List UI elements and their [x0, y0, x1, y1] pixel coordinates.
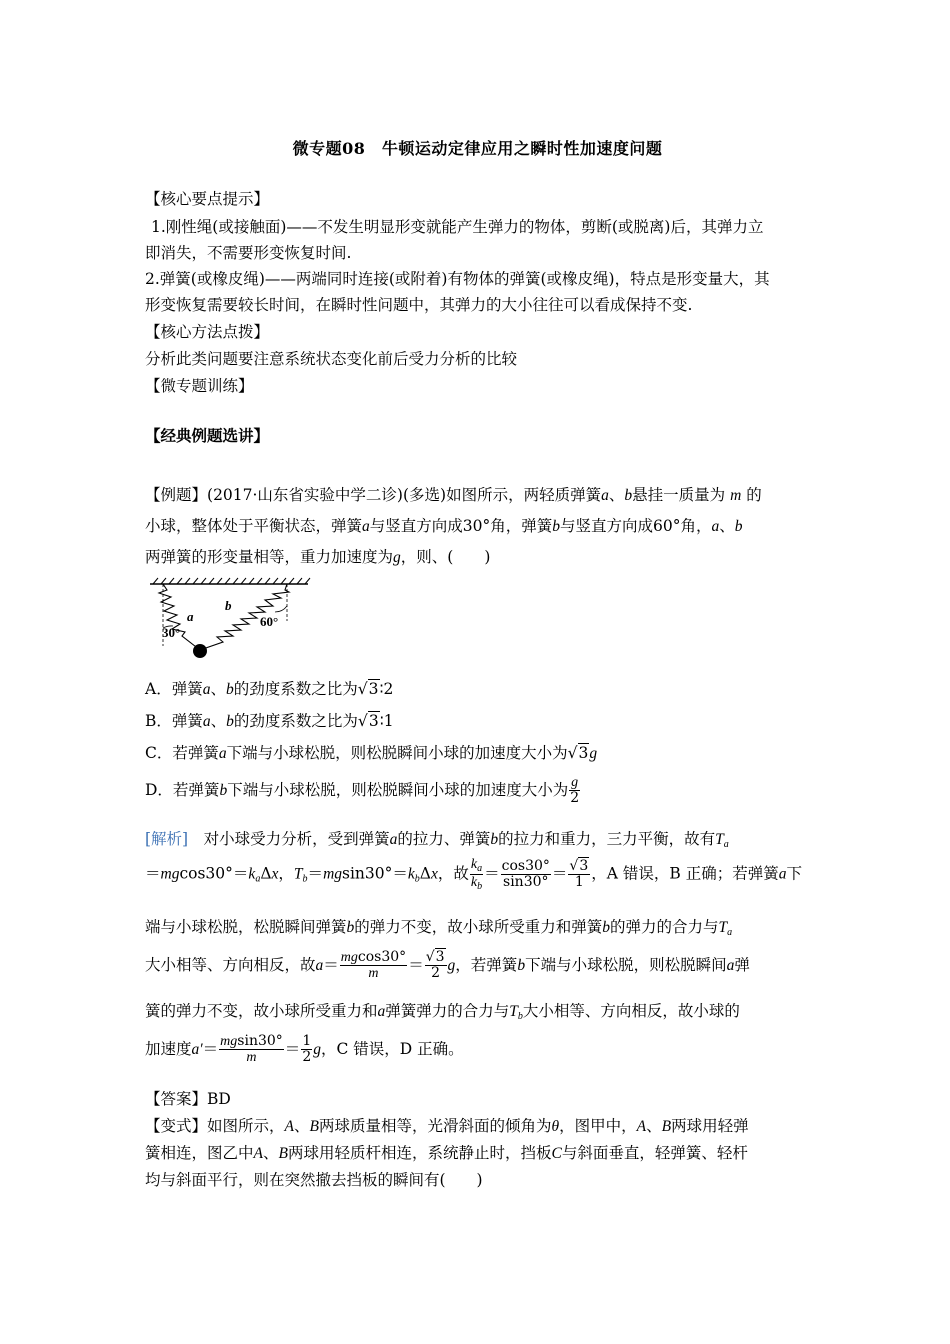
- option-c[interactable]: [145, 741, 597, 763]
- sub-b: b: [477, 881, 483, 892]
- var-a: a: [389, 831, 398, 848]
- ratio: ∶1: [379, 712, 394, 730]
- answer-line: [145, 1087, 231, 1109]
- analysis-text: 下端与小球松脱，则松脱瞬间: [525, 955, 727, 974]
- var-b: b: [226, 713, 234, 730]
- sep: 、: [608, 486, 625, 504]
- var-b: b: [734, 518, 743, 535]
- eq: ＝: [408, 955, 424, 974]
- eq: ＝: [284, 1039, 301, 1058]
- variant-text: 簧相连，图乙中: [145, 1144, 254, 1162]
- sub-b: b: [302, 873, 308, 885]
- fraction-cos-sin: [501, 859, 551, 891]
- numerator: √3: [569, 857, 589, 874]
- variant-text: 两球用轻弹: [671, 1117, 749, 1135]
- var-b: b: [225, 681, 234, 698]
- var-B: B: [278, 1145, 288, 1162]
- example-text: (2017·山东省实验中学二诊)(多选)如图所示，两轻质弹簧: [207, 486, 602, 504]
- variant-text: 两球质量相等，光滑斜面的倾角为: [318, 1117, 552, 1135]
- sub-a: a: [477, 863, 483, 874]
- fraction-k: [470, 857, 483, 892]
- numerator: cos30°: [501, 857, 550, 874]
- sqrt-val: 3: [368, 712, 379, 730]
- fraction-1-2: [301, 1034, 312, 1066]
- var-a: a: [377, 1003, 386, 1020]
- denominator: m: [368, 966, 379, 982]
- example-text: 两弹簧的形变量相等，重力加速度为: [145, 548, 394, 566]
- var-C: C: [551, 1145, 562, 1162]
- analysis-line2: [145, 857, 802, 892]
- analysis-text: 大小相等、方向相反，故: [145, 955, 316, 974]
- variant-line3: 均与斜面平行，则在突然撤去挡板的瞬间有( ): [145, 1171, 483, 1189]
- analysis-text: cos30°＝: [179, 864, 249, 883]
- analysis-text: 的拉力和重力，三力平衡，故有: [498, 830, 716, 848]
- var-theta: θ: [551, 1118, 560, 1135]
- analysis-line3: [145, 915, 732, 938]
- var-g: g: [393, 549, 401, 566]
- delta: Δ: [260, 864, 272, 883]
- var-b: b: [602, 919, 611, 936]
- comma: ，: [278, 864, 294, 883]
- numerator: √3: [425, 949, 445, 965]
- point1-line2: 即消失，不需要形变恢复时间.: [145, 244, 352, 262]
- option-b-label: B．弹簧: [145, 712, 203, 730]
- var-b: b: [517, 956, 526, 974]
- fraction-mg-cos: [340, 950, 407, 982]
- example-text: 悬挂一质量为: [632, 486, 726, 504]
- var-a: a: [601, 487, 609, 504]
- var-a: a: [315, 956, 324, 974]
- option-c-label: C．若弹簧: [145, 744, 219, 762]
- var-t: T: [293, 865, 303, 883]
- denominator: [470, 875, 483, 892]
- angle-60: 60°: [260, 614, 279, 629]
- sep: 、: [719, 517, 735, 535]
- sqrt: √3: [357, 712, 379, 730]
- sub-b: b: [517, 1011, 523, 1022]
- spring-diagram: [145, 576, 315, 666]
- sep: 、: [294, 1117, 310, 1135]
- point1-line1: 1.刚性绳(或接触面)——不发生明显形变就能产生弹力的物体，剪断(或脱离)后，其弹力立: [151, 218, 764, 236]
- var-x: x: [271, 865, 279, 883]
- example-text: 与竖直方向成60°角，: [560, 517, 712, 535]
- variant-text: ，图甲中，: [559, 1117, 637, 1135]
- analysis-text: 簧的弹力不变，故小球所受重力和: [145, 1002, 378, 1020]
- numerator: 1: [302, 1033, 312, 1049]
- method-text: 分析此类问题要注意系统状态变化前后受力分析的比较: [145, 350, 518, 368]
- var-g: g: [313, 1040, 321, 1058]
- var-k: k: [407, 865, 415, 883]
- analysis-text: 大小相等、方向相反，故小球的: [522, 1002, 740, 1020]
- variant-label: 【变式】: [145, 1117, 208, 1135]
- training-header: 【微专题训练】: [145, 377, 254, 395]
- numerator: [470, 857, 483, 875]
- example-line1: [145, 483, 762, 505]
- var-a: a: [711, 518, 720, 535]
- variant-line1: [145, 1114, 749, 1136]
- denominator: 2: [431, 965, 441, 982]
- var-g: g: [447, 956, 456, 974]
- option-d-text: 下端与小球松脱，则松脱瞬间小球的加速度大小为: [227, 780, 569, 799]
- var-mg: mg: [220, 1034, 238, 1049]
- label-a: a: [187, 609, 194, 624]
- analysis-text: 下: [786, 864, 802, 883]
- denominator: m: [246, 1050, 257, 1066]
- analysis-text: 的拉力、弹簧: [397, 830, 491, 848]
- analysis-text: ，A 错误，B 正确；若弹簧: [591, 864, 779, 883]
- example-label: 【例题】: [145, 486, 208, 504]
- fraction-sqrt3-2: [425, 950, 447, 982]
- sub-a: a: [255, 873, 261, 885]
- var-a: a: [726, 956, 735, 974]
- option-a-text: 的劲度系数之比为: [233, 680, 358, 698]
- var-A: A: [636, 1118, 647, 1135]
- point2-line1: 2.弹簧(或橡皮绳)——两端同时连接(或附着)有物体的弹簧(或橡皮绳)，特点是形变量大，其: [145, 270, 770, 288]
- eq: ＝: [145, 864, 161, 883]
- numerator: g: [571, 775, 579, 790]
- example-text: 与竖直方向成30°角，弹簧: [369, 517, 553, 535]
- sub-a: a: [727, 927, 733, 938]
- label-b: b: [225, 598, 232, 613]
- var-B: B: [661, 1118, 672, 1135]
- sqrt-val: 3: [368, 680, 379, 698]
- analysis-text: 的弹力的合力与: [610, 918, 719, 936]
- sqrt-val: 3: [435, 949, 445, 965]
- sqrt-val: 3: [578, 744, 589, 762]
- option-a[interactable]: [145, 677, 393, 699]
- analysis-text: 加速度: [145, 1039, 192, 1058]
- var-A: A: [253, 1145, 263, 1162]
- var-b: b: [624, 487, 633, 504]
- sqrt: √3: [567, 744, 589, 762]
- analysis-line1: [145, 827, 729, 850]
- eq: ＝: [484, 864, 500, 883]
- denominator: 2: [570, 790, 580, 807]
- answer-label: 【答案】: [145, 1090, 208, 1108]
- fraction-mg-sin: [219, 1034, 284, 1066]
- var-b: b: [490, 831, 499, 848]
- var-a: a: [202, 681, 211, 698]
- var-A: A: [284, 1118, 294, 1135]
- answer-value: BD: [207, 1090, 231, 1108]
- sep: 、: [646, 1117, 662, 1135]
- eq: ＝: [323, 955, 339, 974]
- spring-diagram-svg: [145, 576, 315, 666]
- sep: 、: [210, 712, 227, 730]
- var-mg: mg: [323, 865, 343, 883]
- var-a-prime: a′: [191, 1040, 203, 1058]
- var-t: T: [715, 831, 724, 848]
- analysis-line4: [145, 950, 750, 982]
- sub-b: b: [414, 873, 420, 885]
- option-d-label: D．若弹簧: [145, 780, 220, 799]
- var-a: a: [362, 518, 370, 535]
- eq: ＝: [202, 1039, 219, 1058]
- var-mg: mg: [160, 865, 180, 883]
- option-c-text: 下端与小球松脱，则松脱瞬间小球的加速度大小为: [226, 744, 568, 762]
- method-header: 【核心方法点拨】: [145, 323, 270, 341]
- analysis-text: 对小球受力分析，受到弹簧: [188, 830, 390, 848]
- eq: ＝: [307, 864, 324, 883]
- variant-text: 两球用轻质杆相连，系统静止时，挡板: [287, 1144, 552, 1162]
- angle-30: 30°: [162, 625, 181, 640]
- core-points-header: 【核心要点提示】: [145, 190, 270, 208]
- sin30: sin30°: [237, 1033, 283, 1049]
- analysis-text: ，若弹簧: [455, 955, 518, 974]
- var-a: a: [778, 865, 787, 883]
- examples-header: 【经典例题选讲】: [145, 426, 270, 445]
- example-text: 小球，整体处于平衡状态，弹簧: [145, 517, 363, 535]
- var-a: a: [218, 745, 227, 762]
- analysis-text: ，故: [437, 864, 469, 883]
- variant-line2: [145, 1141, 748, 1163]
- denominator: sin30°: [503, 874, 549, 890]
- option-d[interactable]: [145, 775, 581, 807]
- sqrt-val: 3: [579, 857, 589, 874]
- analysis-line5: [145, 999, 740, 1022]
- example-text: 的: [746, 486, 762, 504]
- analysis-text: 端与小球松脱，松脱瞬间弹簧: [145, 918, 347, 936]
- var-x: x: [430, 865, 438, 883]
- variant-text: 与斜面垂直，轻弹簧、轻杆: [561, 1144, 748, 1162]
- option-b-text: 的劲度系数之比为: [233, 712, 358, 730]
- var-b: b: [552, 518, 560, 535]
- sep: 、: [262, 1144, 279, 1162]
- option-a-label: A．弹簧: [145, 680, 203, 698]
- example-line3: [145, 545, 490, 567]
- analysis-text: 的弹力不变，故小球所受重力和弹簧: [354, 918, 603, 936]
- variant-text: 如图所示，: [207, 1117, 285, 1135]
- var-a: a: [202, 713, 211, 730]
- example-text: ，则、( ): [400, 548, 491, 566]
- analysis-line6: [145, 1034, 464, 1066]
- analysis-text: 弹: [734, 955, 750, 974]
- cos30: cos30°: [357, 949, 407, 965]
- var-k: k: [470, 857, 478, 872]
- page-title: 微专题08 牛顿运动定律应用之瞬时性加速度问题: [292, 139, 663, 158]
- fraction: [569, 775, 580, 807]
- denominator: 2: [302, 1049, 312, 1066]
- denominator: 1: [574, 874, 584, 890]
- sub-a: a: [723, 839, 729, 850]
- eq: ＝: [551, 864, 568, 883]
- numerator: [219, 1034, 284, 1050]
- var-m: m: [730, 487, 742, 504]
- option-b[interactable]: [145, 709, 394, 731]
- analysis-text: ，C 错误，D 正确。: [320, 1039, 464, 1058]
- var-t: T: [718, 919, 728, 936]
- var-b: b: [346, 919, 355, 936]
- sqrt: √3: [357, 680, 379, 698]
- analysis-label: [解析]: [145, 830, 189, 848]
- var-g: g: [589, 745, 598, 762]
- var-k: k: [248, 865, 256, 883]
- analysis-text: 弹簧弹力的合力与: [385, 1002, 510, 1020]
- numerator: [340, 950, 407, 966]
- var-t: T: [509, 1003, 518, 1020]
- delta: Δ: [419, 864, 431, 883]
- analysis-text: sin30°＝: [342, 864, 408, 883]
- sep: 、: [210, 680, 226, 698]
- point2-line2: 形变恢复需要较长时间，在瞬时性问题中，其弹力的大小往往可以看成保持不变.: [145, 296, 693, 314]
- var-k: k: [470, 875, 478, 890]
- var-mg: mg: [340, 950, 358, 965]
- fraction-sqrt3: [568, 859, 590, 891]
- var-B: B: [309, 1118, 319, 1135]
- var-b: b: [219, 781, 228, 799]
- ratio: ∶2: [379, 680, 394, 698]
- example-line2: [145, 514, 743, 536]
